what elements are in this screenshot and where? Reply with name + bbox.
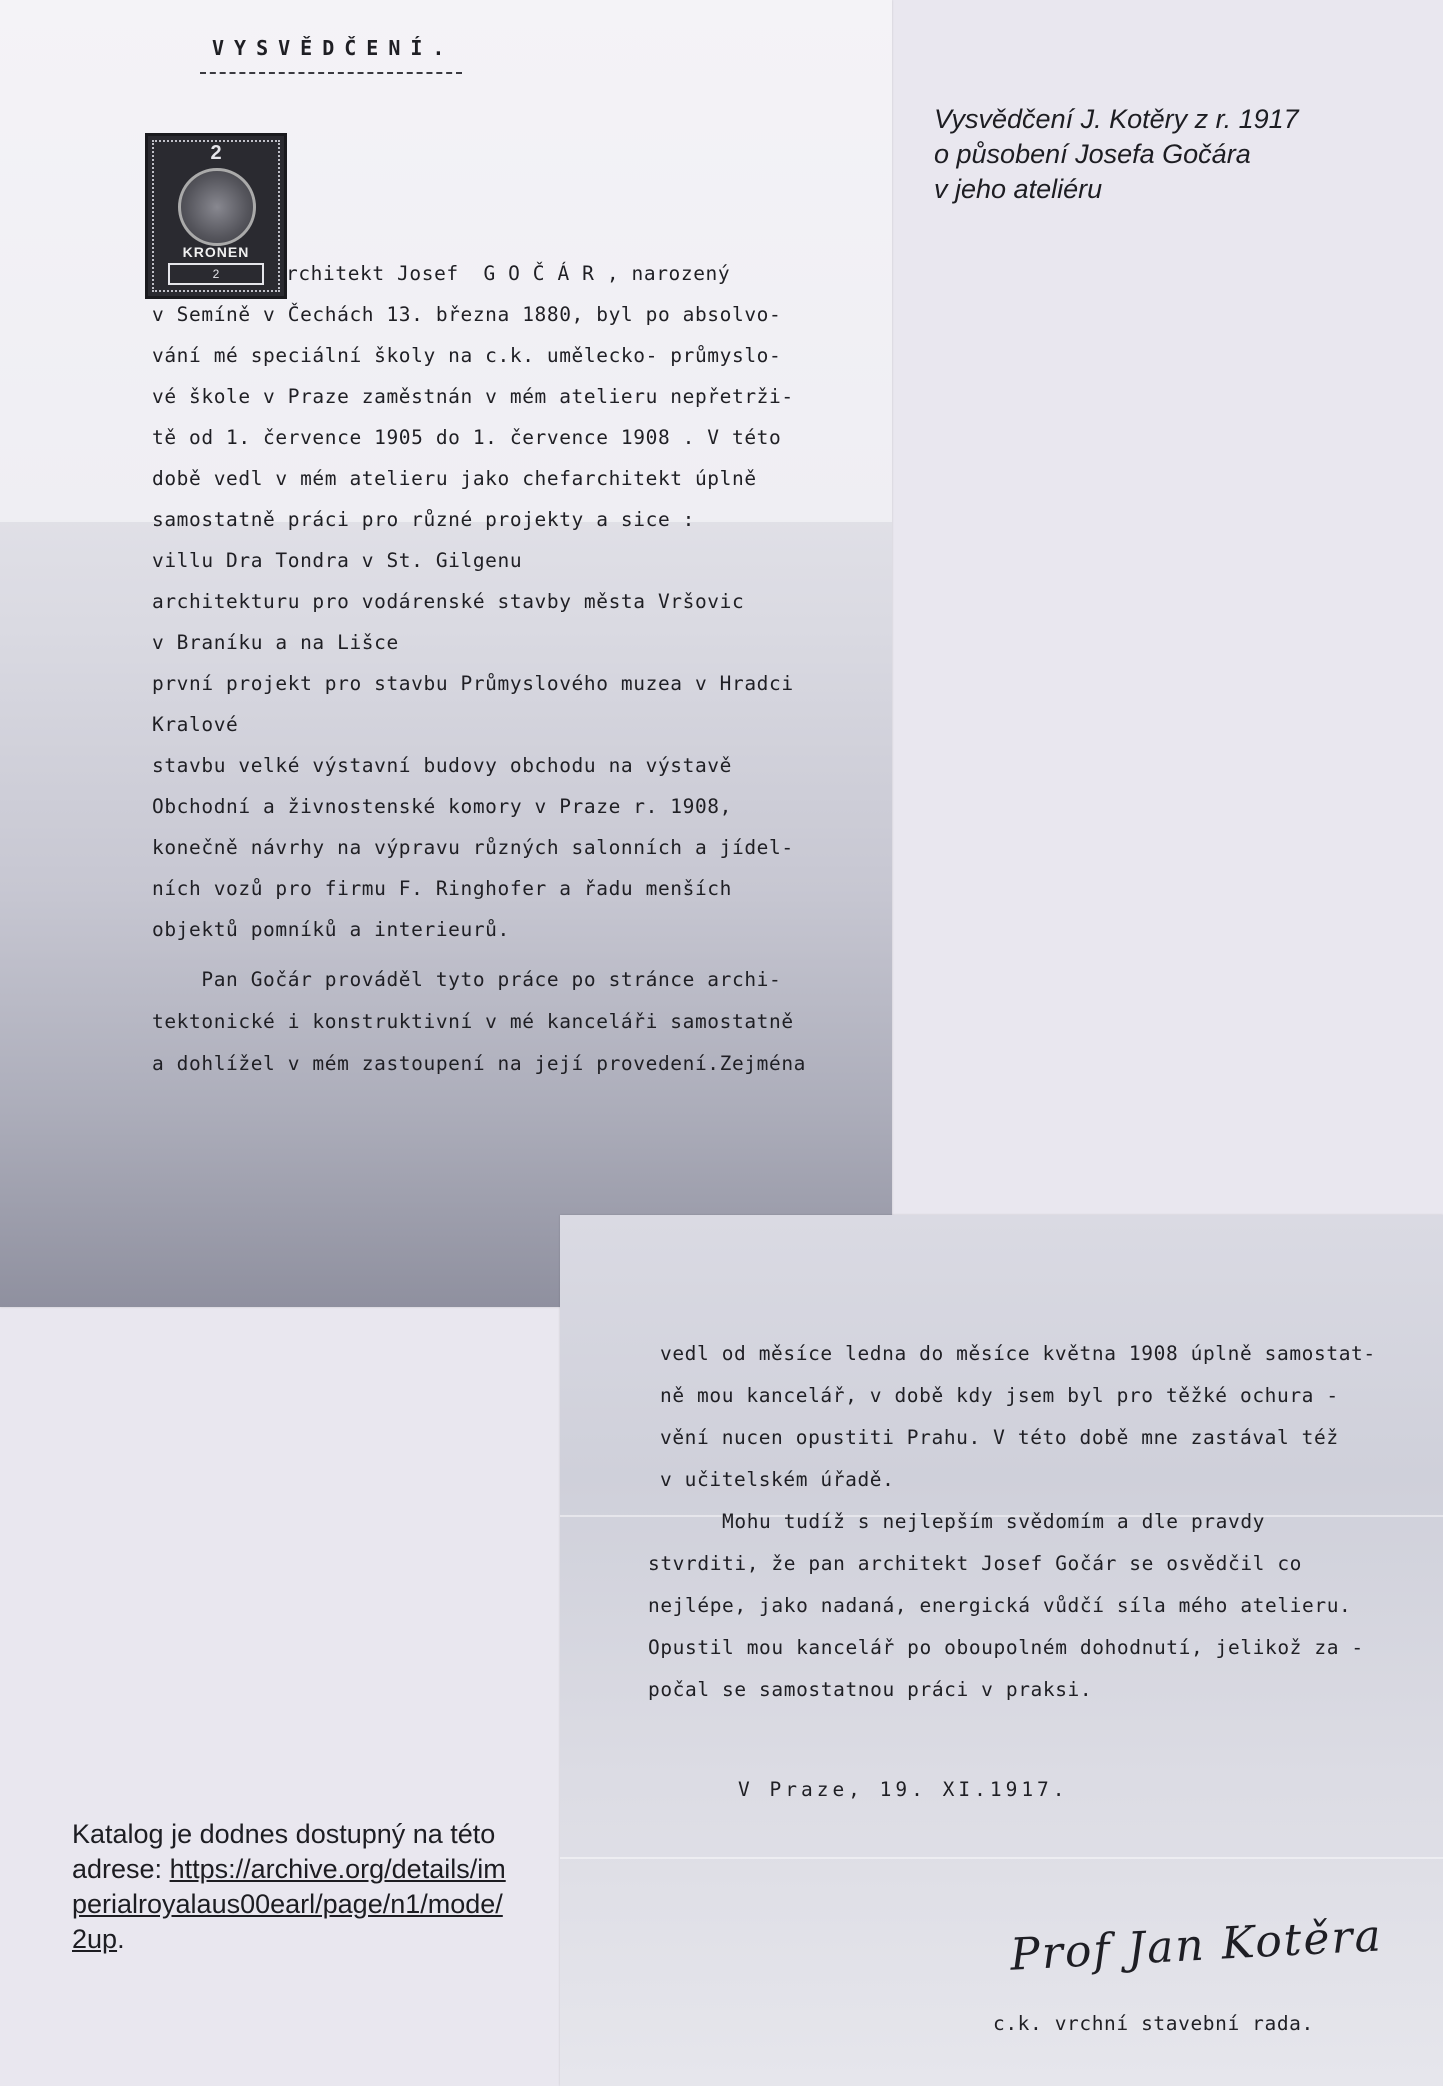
doc2-line-7: nejlépe, jako nadaná, energická vůdčí síla mého atelieru. — [648, 1594, 1352, 1617]
stamp-plate: 2 — [168, 263, 264, 285]
doc1-line-14: Obchodní a živnostenské komory v Praze r. 1908, — [152, 795, 732, 818]
doc2-line-3: vění nucen opustiti Prahu. V této době mne zastával též — [660, 1426, 1339, 1449]
doc1-line-18: Pan Gočár prováděl tyto práce po stránce archi- — [152, 968, 782, 991]
doc1-line-5: tě od 1. července 1905 do 1. července 1908 . V této — [152, 426, 782, 449]
doc1-line-13: stavbu velké výstavní budovy obchodu na výstavě — [152, 754, 732, 777]
doc1-line-7: samostatně práci pro různé projekty a sice : — [152, 508, 695, 531]
doc1-line-19: tektonické i konstruktivní v mé kanceláři samostatně — [152, 1010, 794, 1033]
doc2-line-1: vedl od měsíce ledna do měsíce května 1908 úplně samostat- — [660, 1342, 1376, 1365]
caption-bottom — [72, 1817, 512, 1957]
caption-top-line-1: Vysvědčení J. Kotěry z r. 1917 — [934, 104, 1299, 134]
doc1-line-2: v Semíně v Čechách 13. března 1880, byl po absolvo- — [152, 303, 782, 326]
doc1-line-4: vé škole v Praze zaměstnán v mém atelieru nepřetrži- — [152, 385, 794, 408]
doc2-line-9: počal se samostatnou práci v praksi. — [648, 1678, 1093, 1701]
document-title: VYSVĚDČENÍ. — [212, 36, 455, 60]
stamp-kronen-label: KRONEN — [182, 244, 250, 260]
doc2-line-4: v učitelském úřadě. — [660, 1468, 895, 1491]
doc1-line-3: vání mé speciální školy na c.k. umělecko- průmyslo- — [152, 344, 782, 367]
doc1-line-11: první projekt pro stavbu Průmyslového muzea v Hradci — [152, 672, 794, 695]
certificate-page-1 — [0, 0, 892, 1307]
doc1-line-12: Kralové — [152, 713, 239, 736]
caption-top-line-2: o působení Josefa Gočára — [934, 139, 1251, 169]
doc1-line-9: architekturu pro vodárenské stavby města Vršovic — [152, 590, 745, 613]
paper-fold-line — [560, 1857, 1443, 1859]
doc2-line-2: ně mou kancelář, v době kdy jsem byl pro těžké ochura - — [660, 1384, 1339, 1407]
doc1-line-17: objektů pomníků a interieurů. — [152, 918, 510, 941]
doc1-line-6: době vedl v mém atelieru jako chefarchitekt úplně — [152, 467, 757, 490]
stamp-portrait-icon — [178, 168, 256, 246]
stamp-value: 2 — [210, 142, 222, 164]
doc1-line-8: villu Dra Tondra v St. Gilgenu — [152, 549, 523, 572]
place-and-date: V Praze, 19. XI.1917. — [738, 1778, 1069, 1801]
doc1-line-15: konečně návrhy na výpravu různých salonních a jídel- — [152, 836, 794, 859]
caption-bottom-suffix: . — [117, 1924, 125, 1954]
signature: Prof Jan Kotěra — [1008, 1910, 1384, 1981]
doc2-line-8: Opustil mou kancelář po oboupolném dohodnutí, jelikož za - — [648, 1636, 1364, 1659]
doc1-line-20: a dohlížel v mém zastoupení na její provedení.Zejména — [152, 1052, 807, 1075]
doc1-line-1: rchitekt Josef G O Č Á R , narozený — [286, 262, 731, 285]
archive-link[interactable]: https://archive.org/details/imperialroyalaus00earl/page/n1/mode/2up — [72, 1854, 506, 1954]
doc1-line-16: ních vozů pro firmu F. Ringhofer a řadu menších — [152, 877, 732, 900]
caption-top — [934, 102, 1374, 207]
title-underline — [200, 72, 462, 74]
doc2-line-6: stvrditi, že pan architekt Josef Gočár se osvědčil co — [648, 1552, 1303, 1575]
caption-bottom-text: Katalog je dodnes dostupný na této adrese: — [72, 1819, 496, 1884]
doc1-line-10: v Braníku a na Lišce — [152, 631, 399, 654]
caption-top-line-3: v jeho ateliéru — [934, 174, 1103, 204]
revenue-stamp — [145, 133, 287, 299]
doc2-line-5: Mohu tudíž s nejlepším svědomím a dle pravdy — [648, 1510, 1265, 1533]
signature-title: c.k. vrchní stavební rada. — [993, 2012, 1314, 2035]
